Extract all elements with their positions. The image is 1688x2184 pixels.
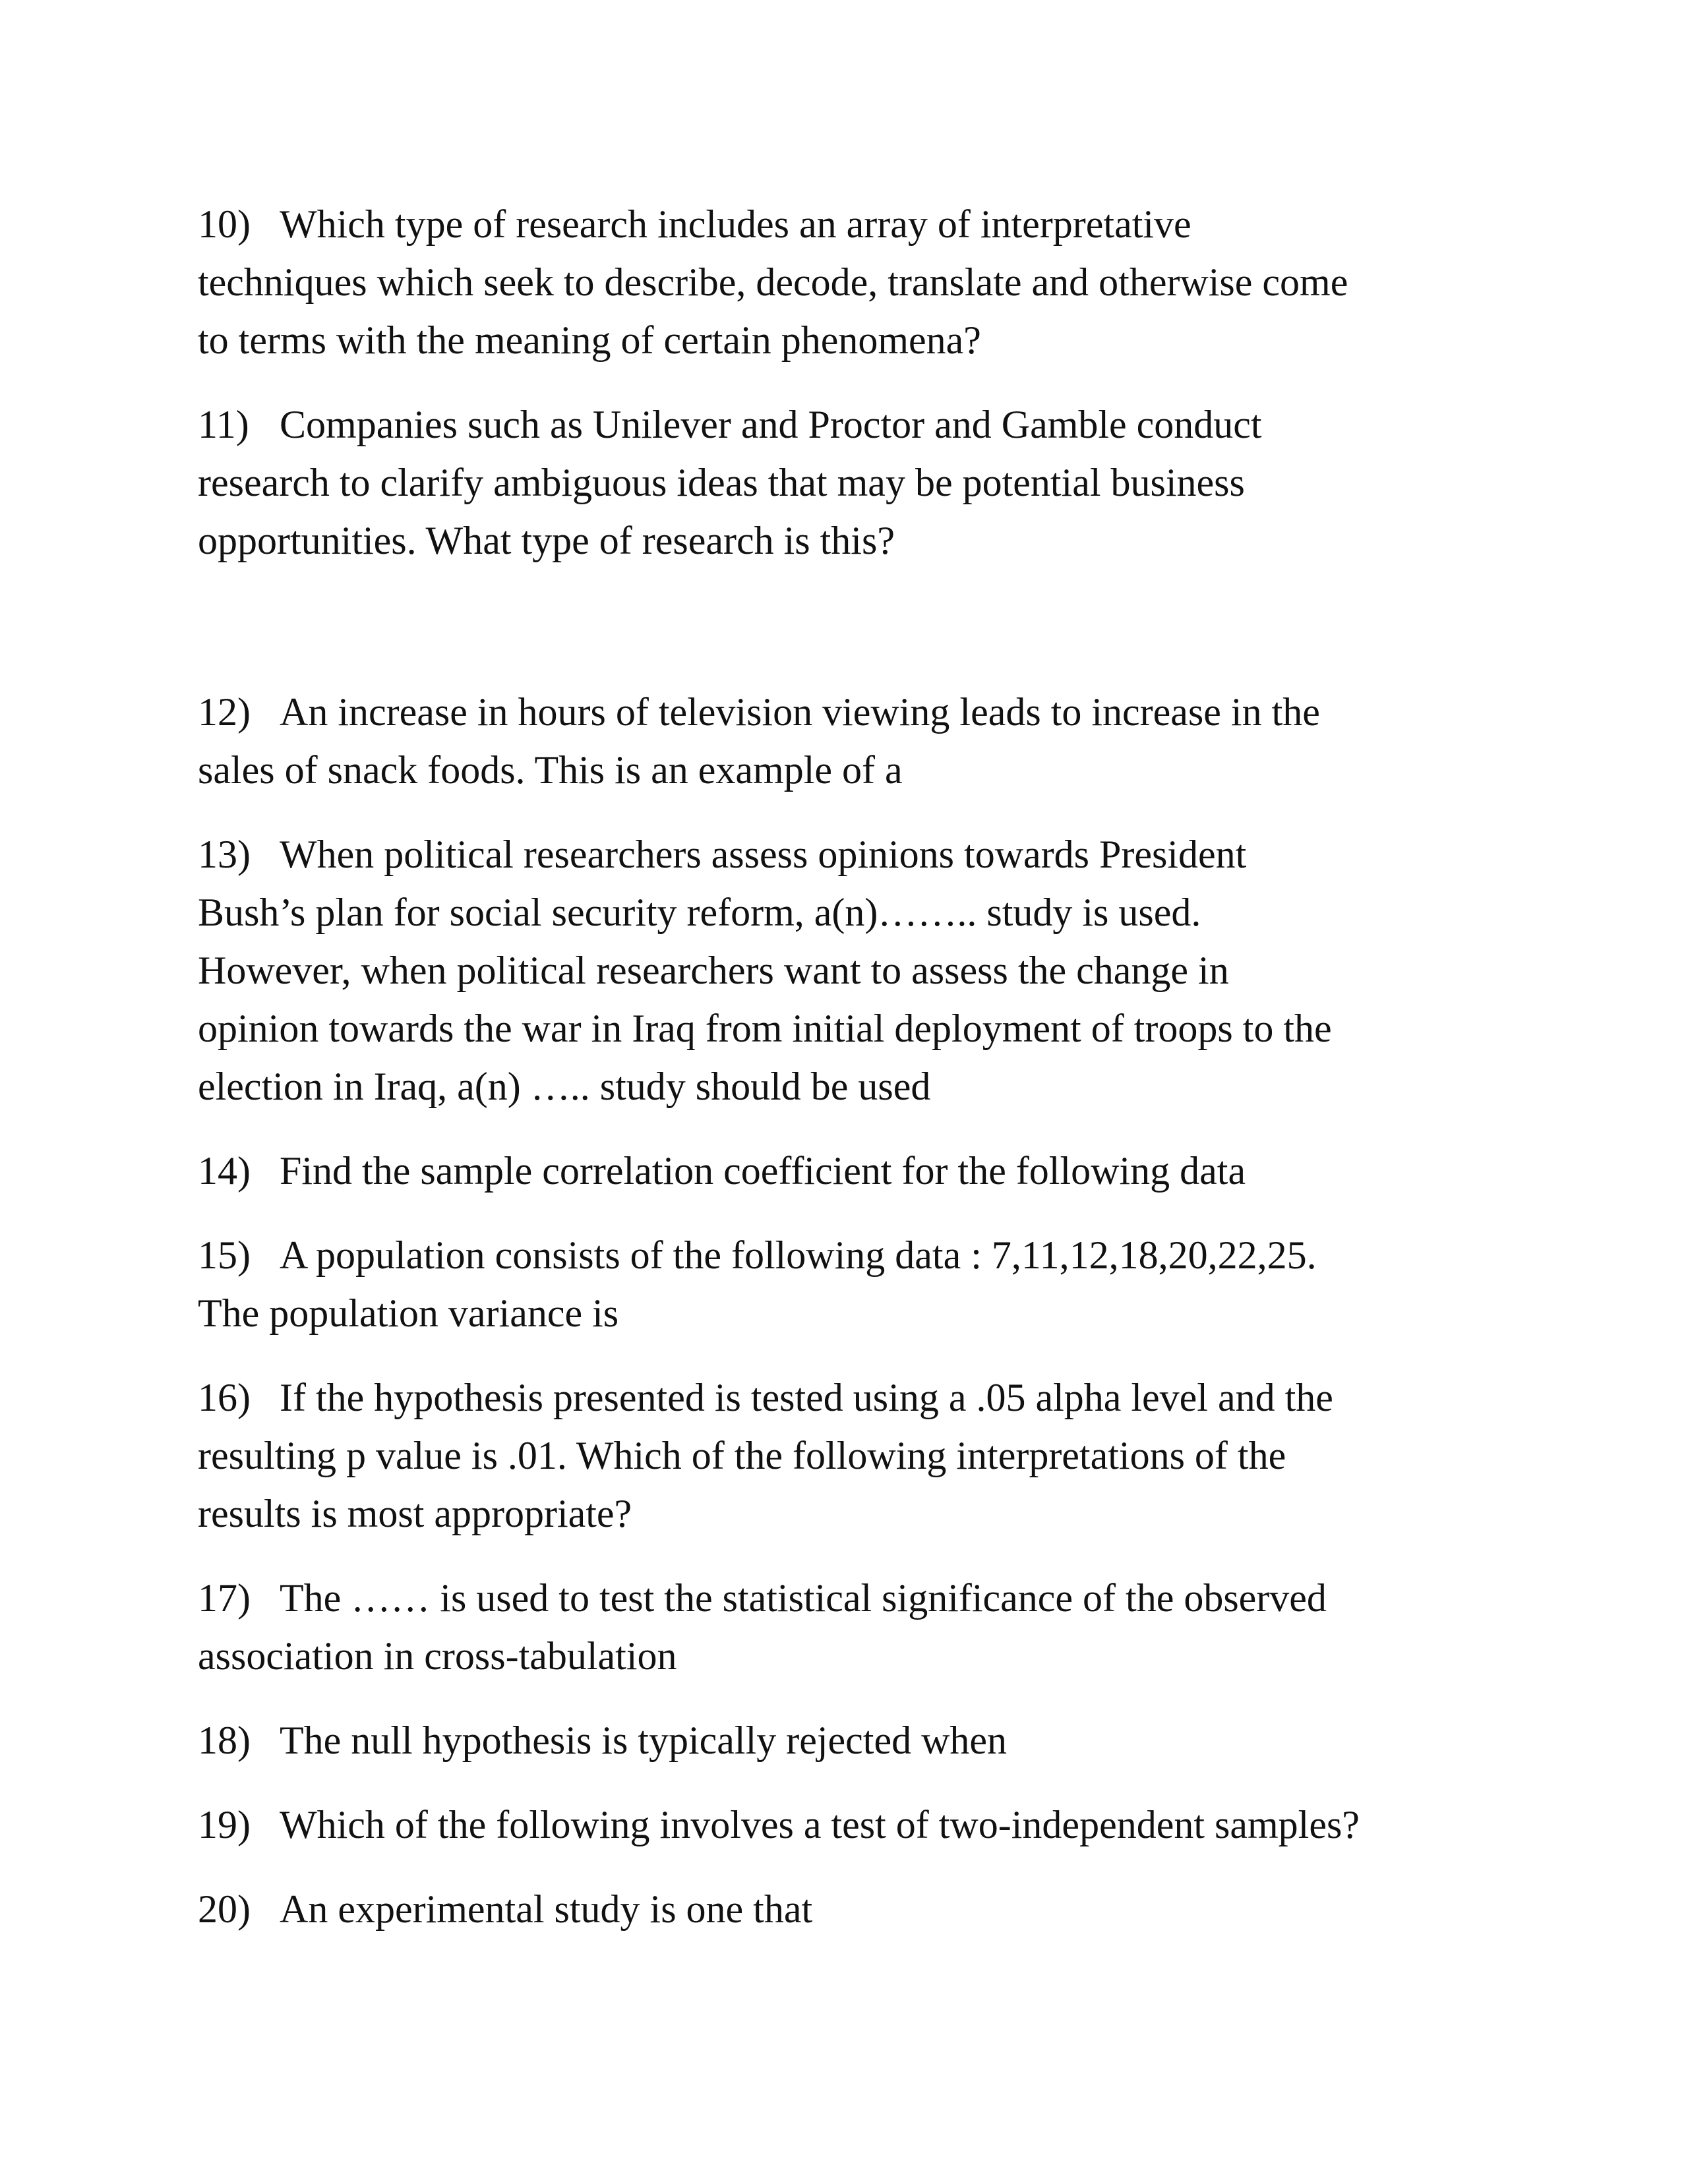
question-line: election in Iraq, a(n) ….. study should be used xyxy=(198,1065,931,1108)
question-number: 17) xyxy=(198,1576,251,1620)
question-14 xyxy=(198,1142,1517,1200)
question-number: 10) xyxy=(198,202,251,246)
question-line: However, when political researchers want to assess the change in xyxy=(198,949,1229,992)
question-line: sales of snack foods. This is an example of a xyxy=(198,748,903,792)
question-line: An increase in hours of television viewing leads to increase in the xyxy=(280,690,1320,734)
question-text xyxy=(280,1796,1517,1854)
question-number: 11) xyxy=(198,403,249,446)
question-line: results is most appropriate? xyxy=(198,1492,632,1535)
question-line: resulting p value is .01. Which of the following interpretations of the xyxy=(198,1434,1286,1477)
question-number: 13) xyxy=(198,833,251,876)
question-list xyxy=(198,195,1517,1964)
question-line: techniques which seek to describe, decode, translate and otherwise come xyxy=(198,260,1348,304)
question-line: When political researchers assess opinions towards President xyxy=(280,833,1247,876)
question-line: Companies such as Unilever and Proctor and Gamble conduct xyxy=(280,403,1262,446)
question-line: opinion towards the war in Iraq from initial deployment of troops to the xyxy=(198,1007,1332,1050)
question-line: opportunities. What type of research is this? xyxy=(198,519,895,562)
question-line: If the hypothesis presented is tested using a .05 alpha level and the xyxy=(280,1376,1333,1419)
question-19 xyxy=(198,1796,1517,1854)
question-number: 15) xyxy=(198,1233,251,1277)
question-text xyxy=(280,1711,1517,1769)
question-11 xyxy=(198,396,1517,570)
question-line: Which of the following involves a test of two-independent samples? xyxy=(280,1803,1360,1846)
question-18 xyxy=(198,1711,1517,1769)
question-15 xyxy=(198,1226,1517,1342)
question-line: The null hypothesis is typically rejected when xyxy=(280,1719,1008,1762)
question-number: 16) xyxy=(198,1376,251,1419)
question-line: The population variance is xyxy=(198,1291,619,1335)
question-10 xyxy=(198,195,1517,369)
question-number: 14) xyxy=(198,1149,251,1193)
question-17 xyxy=(198,1569,1517,1685)
question-line: The …… is used to test the statistical significance of the observed xyxy=(280,1576,1327,1620)
question-13 xyxy=(198,825,1517,1115)
question-line: research to clarify ambiguous ideas that may be potential business xyxy=(198,461,1245,504)
question-number: 19) xyxy=(198,1803,251,1846)
question-20 xyxy=(198,1880,1517,1938)
question-text xyxy=(280,1142,1517,1200)
question-line: Bush’s plan for social security reform, a(n)…….. study is used. xyxy=(198,891,1201,934)
question-line: An experimental study is one that xyxy=(280,1887,813,1931)
question-text xyxy=(280,1880,1517,1938)
question-line: A population consists of the following data : 7,11,12,18,20,22,25. xyxy=(280,1233,1317,1277)
question-16 xyxy=(198,1369,1517,1543)
question-line: to terms with the meaning of certain phenomena? xyxy=(198,318,981,362)
question-line: Which type of research includes an array of interpretative xyxy=(280,202,1191,246)
question-number: 18) xyxy=(198,1719,251,1762)
question-number: 20) xyxy=(198,1887,251,1931)
question-line: association in cross-tabulation xyxy=(198,1634,677,1678)
question-12 xyxy=(198,683,1517,799)
question-number: 12) xyxy=(198,690,251,734)
question-line: Find the sample correlation coefficient for the following data xyxy=(280,1149,1246,1193)
